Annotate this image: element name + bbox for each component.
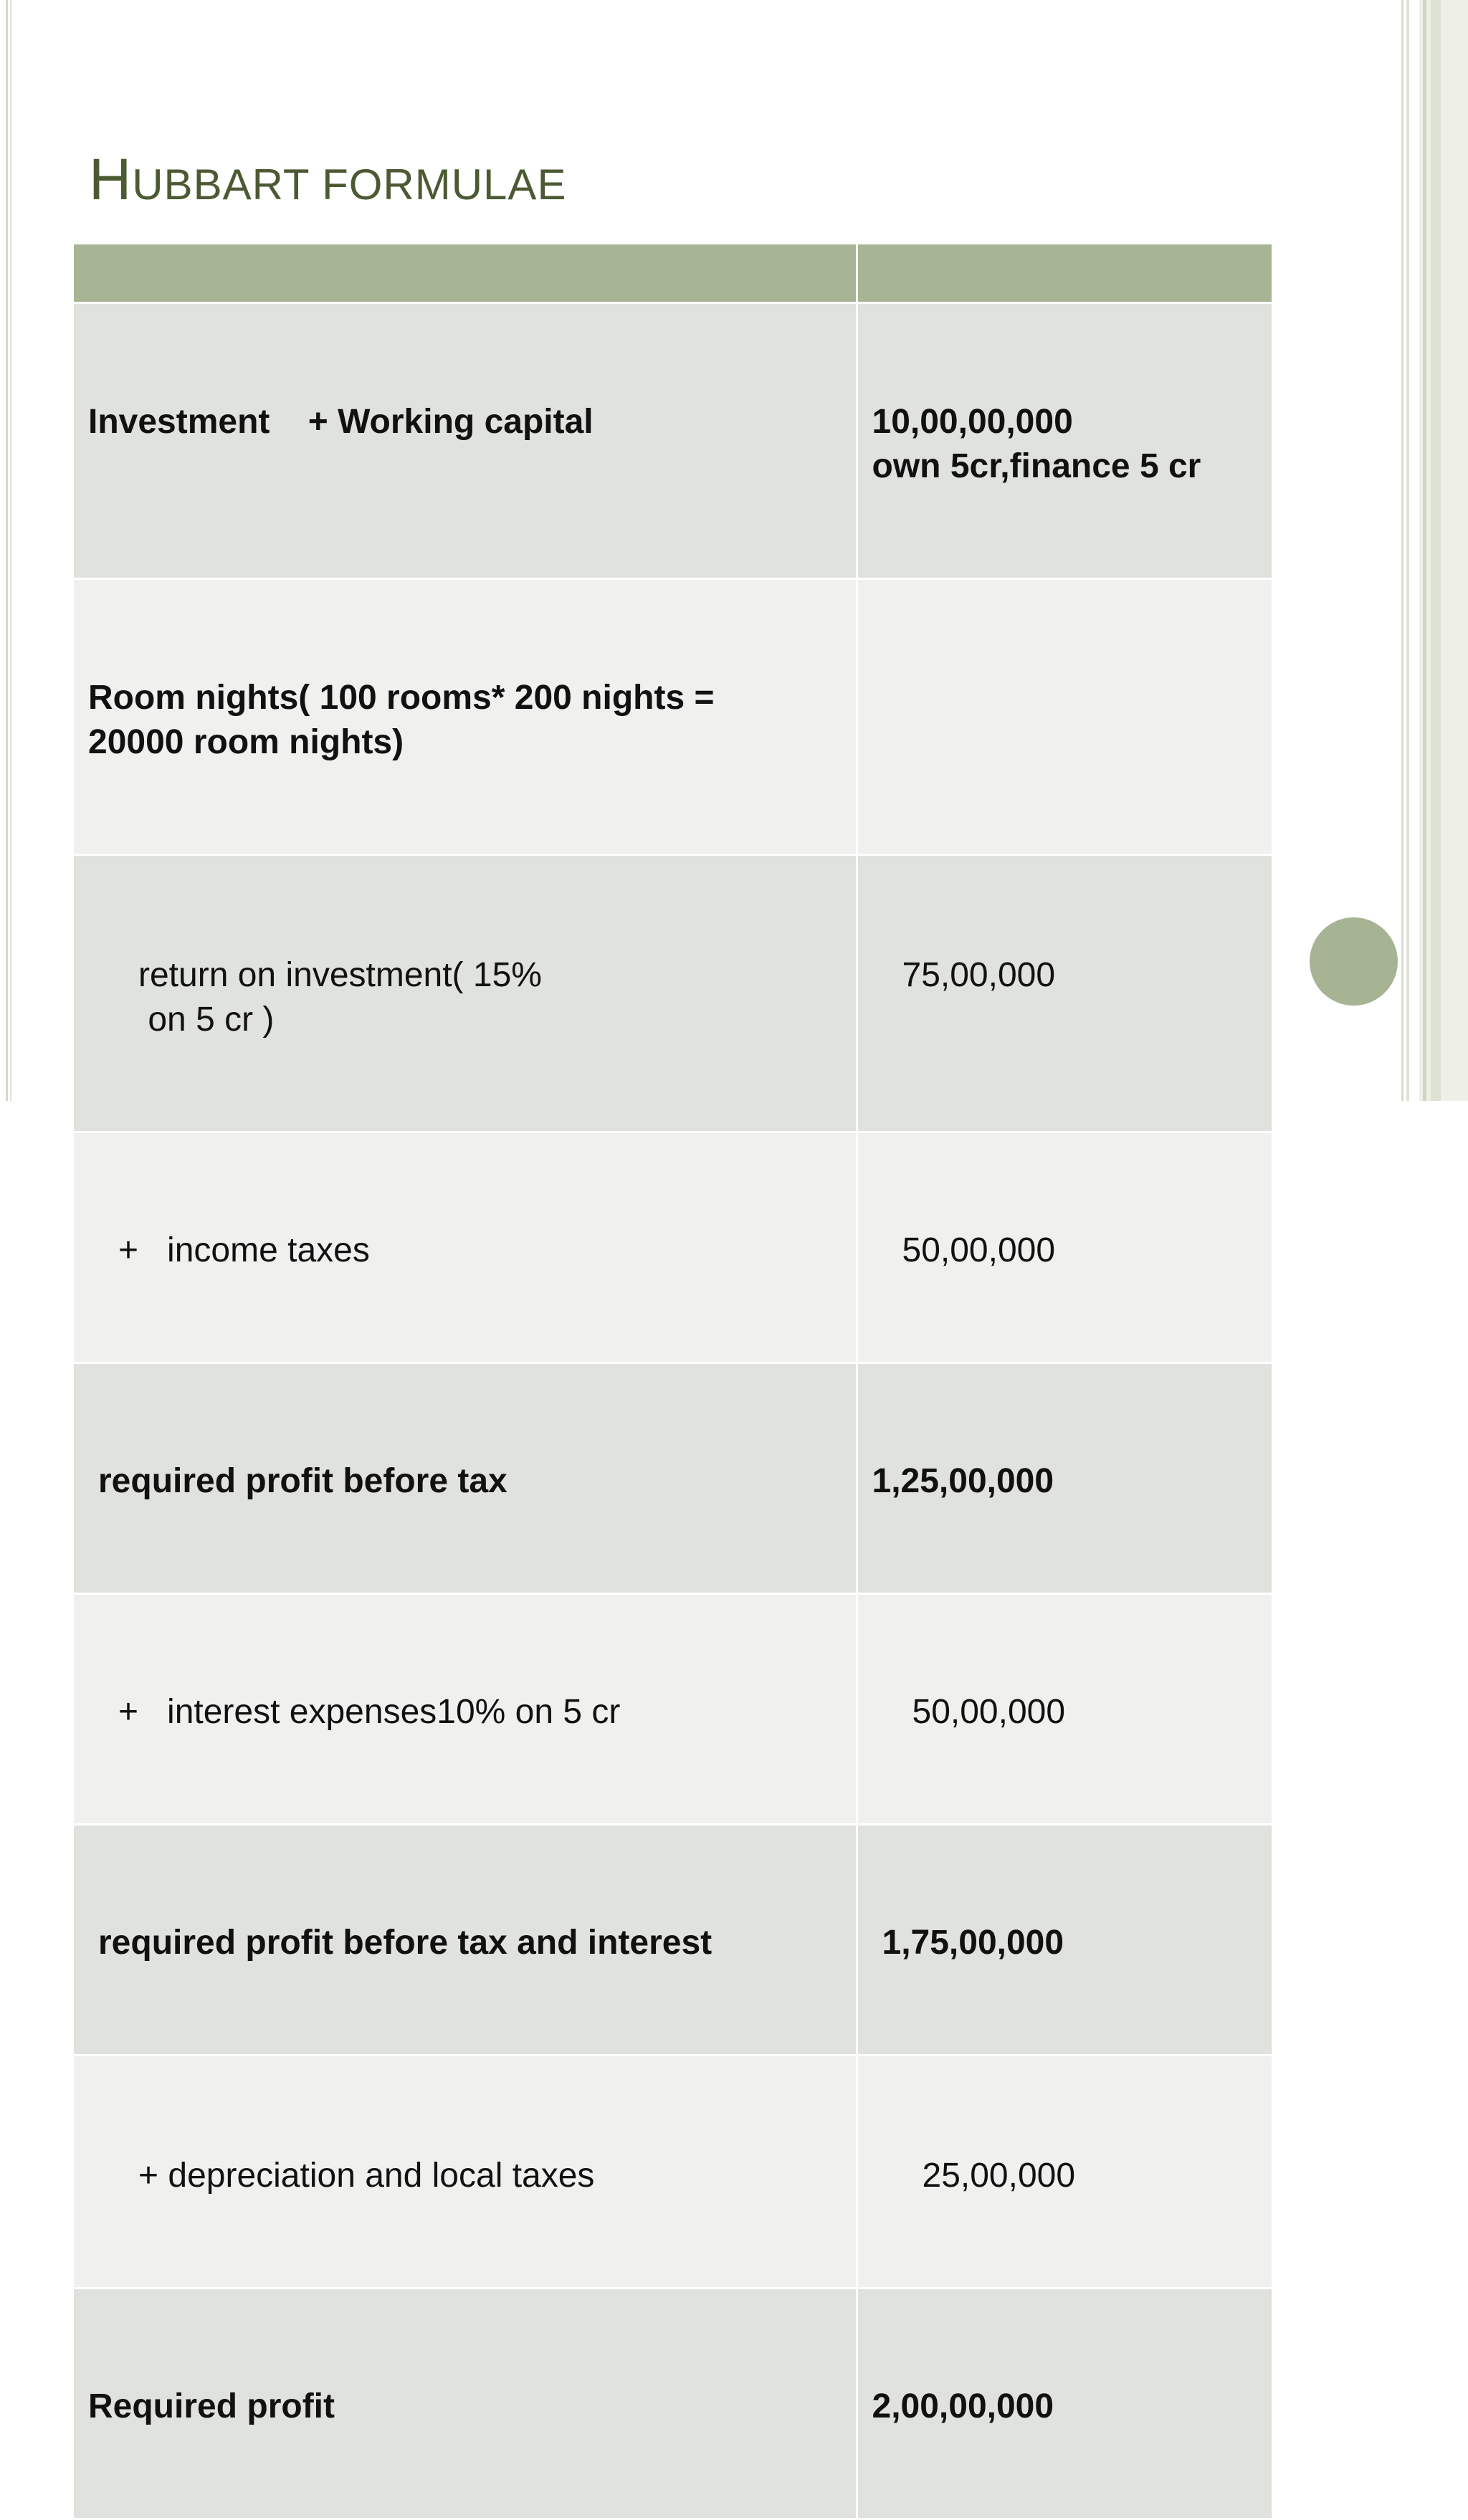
row-label-cell <box>74 1825 857 2056</box>
right-border-line <box>1406 0 1409 1101</box>
row-value: 10,00,00,000 own 5cr,finance 5 cr <box>872 403 1201 485</box>
row-label-cell <box>74 1594 857 1825</box>
row-value-cell <box>857 1132 1272 1363</box>
row-label-cell <box>74 2288 857 2519</box>
row-value: 1,75,00,000 <box>882 1924 1064 1962</box>
row-label: + interest expenses10% on 5 cr <box>118 1693 621 1731</box>
right-border-line <box>1423 0 1426 1101</box>
row-label-cell <box>74 855 857 1132</box>
row-label: Required profit <box>88 2387 335 2425</box>
right-border-line <box>1401 0 1403 1101</box>
table-row <box>74 579 1272 855</box>
row-value-cell <box>857 1363 1272 1594</box>
row-value-cell <box>857 1825 1272 2056</box>
title-initial: H <box>89 147 133 212</box>
row-label-cell <box>74 1363 857 1594</box>
table-row <box>74 2288 1272 2519</box>
row-label-cell <box>74 1132 857 1363</box>
row-value <box>858 669 1272 676</box>
row-label-cell <box>74 303 857 579</box>
table-row <box>74 1363 1272 1594</box>
left-border-line <box>6 0 8 1101</box>
table-row <box>74 1594 1272 1825</box>
row-value-cell <box>857 855 1272 1132</box>
header-cell <box>857 244 1272 303</box>
row-label-cell <box>74 2056 857 2288</box>
row-label-cell <box>74 579 857 855</box>
right-border-line <box>1431 0 1441 1101</box>
row-value: 75,00,000 <box>902 956 1056 994</box>
table-header-row <box>74 244 1272 303</box>
row-value-cell <box>857 2288 1272 2519</box>
table-row <box>74 1825 1272 2056</box>
left-border-line <box>10 0 11 1101</box>
row-label: + income taxes <box>118 1231 370 1269</box>
table-row <box>74 2056 1272 2288</box>
hubbart-table <box>74 244 1274 2520</box>
row-value-cell <box>857 1594 1272 1825</box>
header-cell <box>74 244 857 303</box>
right-border-band <box>1419 0 1468 1101</box>
row-value: 2,00,00,000 <box>872 2387 1054 2425</box>
row-value: 25,00,000 <box>922 2157 1076 2195</box>
row-value-cell <box>857 579 1272 855</box>
slide-title <box>89 147 567 212</box>
table-row <box>74 855 1272 1132</box>
row-value-cell <box>857 2056 1272 2288</box>
row-label: return on investment( 15% on 5 cr ) <box>138 956 542 1039</box>
decorative-circle <box>1310 917 1398 1006</box>
table-row <box>74 1132 1272 1363</box>
row-value: 50,00,000 <box>912 1693 1066 1731</box>
row-label: required profit before tax and interest <box>98 1924 712 1962</box>
row-label: + depreciation and local taxes <box>138 2157 595 2195</box>
row-label: Investment + Working capital <box>88 403 594 441</box>
row-label: Room nights( 100 rooms* 200 nights = 20000 room nights) <box>88 679 715 761</box>
title-rest: UBBART FORMULAE <box>132 161 567 209</box>
row-value: 50,00,000 <box>902 1231 1056 1269</box>
table-row <box>74 303 1272 579</box>
row-label: required profit before tax <box>98 1462 507 1500</box>
row-value-cell <box>857 303 1272 579</box>
row-value: 1,25,00,000 <box>872 1462 1054 1500</box>
